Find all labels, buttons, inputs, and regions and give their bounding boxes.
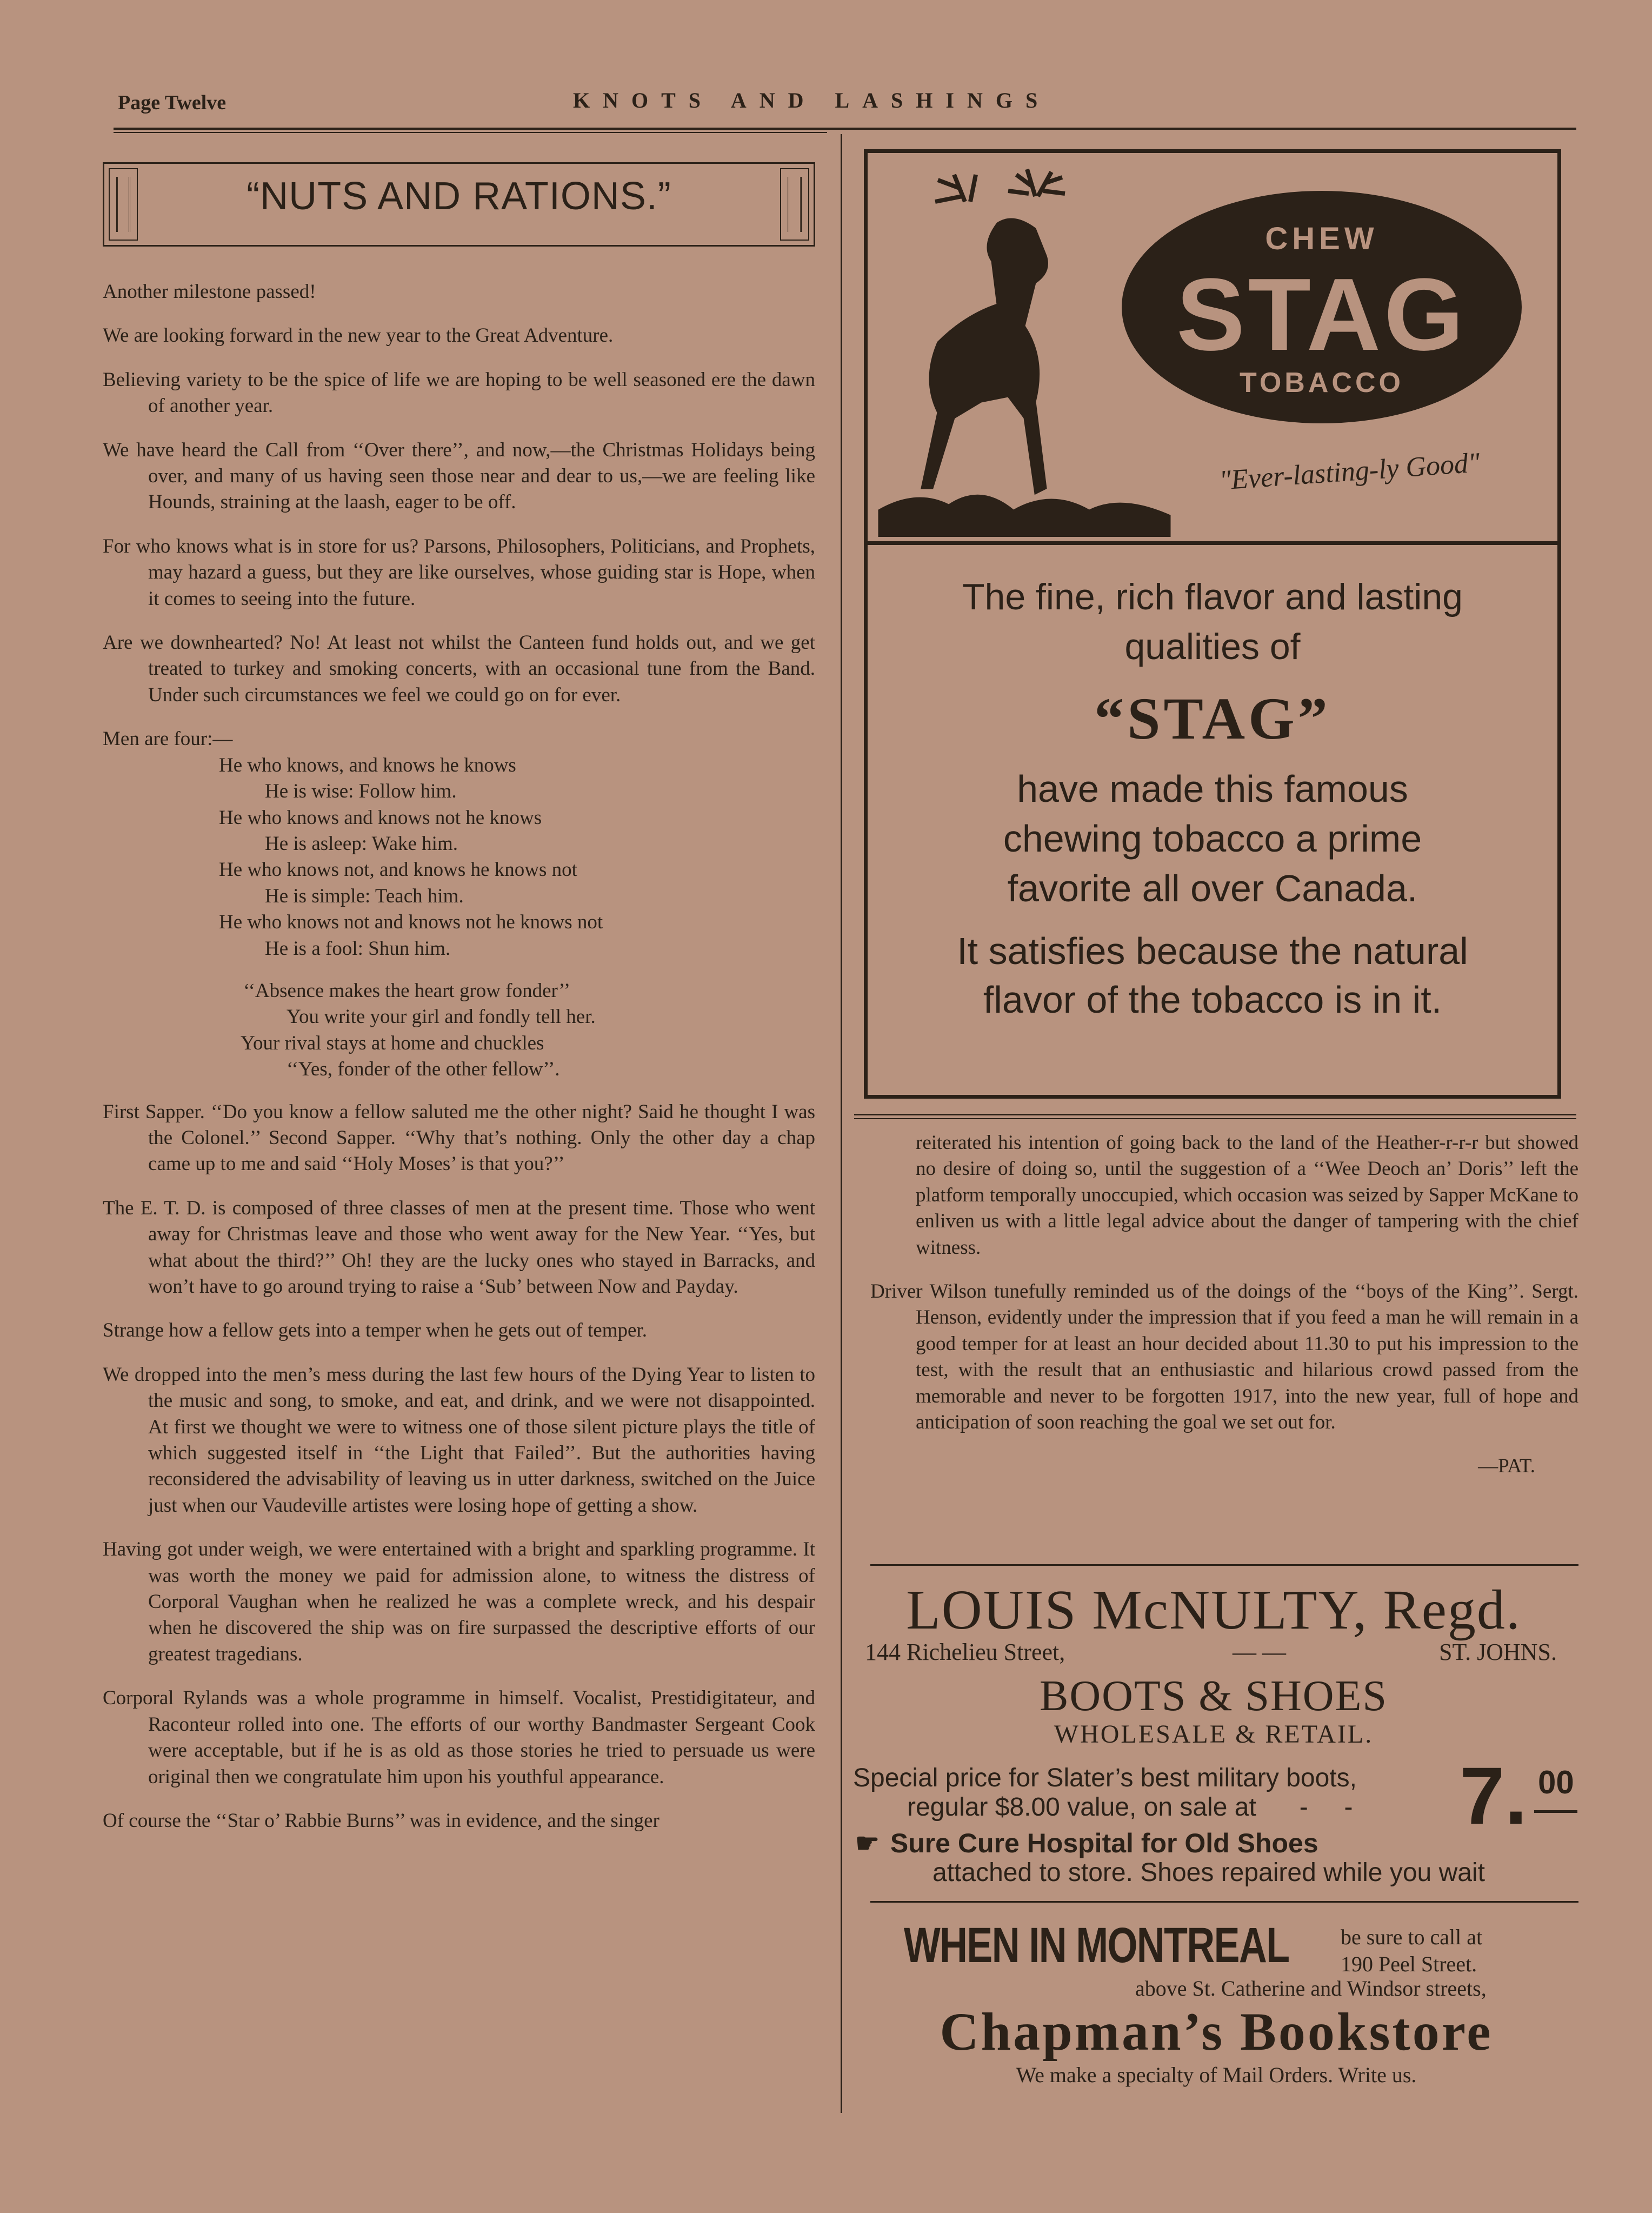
stag-tobacco-ad [864,149,1561,1099]
publication-title: KNOTS AND LASHINGS [573,88,1051,112]
call-line: be sure to call at [1341,1925,1483,1949]
price-line: Special price for Slater’s best military boots, [853,1764,1357,1792]
mcnulty-name: LOUIS McNULTY, Regd. [906,1579,1521,1641]
section-rule [854,1114,1576,1115]
price-text [853,1764,1357,1822]
price-line: regular $8.00 value, on sale at - - [907,1793,1353,1822]
stag-brand-oval [1122,191,1522,423]
header-rule-secondary [114,132,827,133]
paragraph: Believing variety to be the spice of life we are hoping to be well seasoned ere the dawn of another year. [103,368,815,417]
header-rule [114,128,1576,130]
paragraph: Strange how a fellow gets into a temper when he gets out of temper. [103,1319,647,1342]
tobacco-label: TOBACCO [1240,367,1404,398]
mcnulty-address: 144 Richelieu Street, [865,1639,1065,1665]
chapman-location: above St. Catherine and Windsor streets, [1135,1976,1487,2001]
stag-brand-label: STAG [1176,257,1467,372]
boots-shoes-heading: BOOTS & SHOES [1040,1672,1388,1720]
verse-line: You write your girl and fondly tell her. [287,1006,596,1028]
verse-line: He who knows, and knows he knows [219,754,516,776]
paragraph: Are we downhearted? No! At least not whilst the Canteen fund holds out, and we get treated to turkey and smoking concerts, with an occasional tune from the Band. Under such circumstances we feel we could go on for ever. [103,632,815,706]
verse-line: ‘‘Absence makes the heart grow fonder’’ [243,979,571,1002]
section-rule-secondary [854,1118,1576,1119]
verse-line: He is asleep: Wake him. [265,832,458,855]
article-banner [103,162,815,247]
ad-line: favorite all over Canada. [1007,867,1418,909]
page-label: Page Twelve [118,91,227,114]
article-signature: —PAT. [1478,1455,1535,1478]
verse-line: He is wise: Follow him. [265,780,457,803]
wholesale-retail: WHOLESALE & RETAIL. [1054,1720,1374,1749]
chapman-call [1341,1924,1482,1978]
ad-line: flavor of the tobacco is in it. [983,979,1442,1021]
chapman-name: Chapman’s Bookstore [940,2002,1493,2062]
spacer [103,1083,815,1099]
paragraph: We are looking forward in the new year to the Great Adventure. [103,324,614,347]
pointing-hand-icon: ☛ [855,1828,880,1858]
price-dollars: 7. [1460,1750,1528,1841]
article-column-left [103,162,815,1852]
ornament-right-icon [780,168,809,241]
spacer [103,962,815,978]
paragraph: Of course the ‘‘Star o’ Rabbie Burns’’ was in evidence, and the singer [103,1809,660,1832]
mcnulty-city: ST. JOHNS. [1438,1639,1557,1665]
paragraph: reiterated his intention of going back to the land of the Heather-r-r-r but showed no desire of doing so, until the suggestion of a ‘‘Wee Deoch an’ Doris’’ left the platform temporally unoccupied, which occasion was seized by Sapper McKane to enliven us with a little legal advice about the danger of tampering with the chief witness. [916,1132,1578,1259]
paragraph: For who knows what is in store for us? Parsons, Philosophers, Politicians, and Prophets, may hazard a guess, but they are like ourselves, whose guiding star is Hope, when it comes to seeing into the future. [103,535,815,610]
stag-slogan: "Ever-lasting-ly Good" [1218,447,1481,496]
verse-intro: Men are four:— [103,728,233,750]
price-cents: 00 [1538,1764,1574,1800]
when-in-montreal: WHEN IN MONTREAL [904,1918,1289,1973]
paragraph: Corporal Rylands was a whole programme in himself. Vocalist, Prestidigitateur, and Raconteur rolled into one. The efforts of our worthy Bandmaster Sergeant Cook were acceptable, but if he is as old as those stories he tried to persuade us were original then we congratulate him upon his youthful appearance. [103,1687,815,1788]
ad-line: qualities of [1124,626,1301,667]
mcnulty-address-line [865,1638,1578,1666]
verse-line: He who knows not and knows not he knows not [219,911,603,934]
paragraph: First Sapper. ‘‘Do you know a fellow saluted me the other night? Said he thought I was the Colonel.’’ Second Sapper. ‘‘Why that’s nothing. Only the other day a chap came up to me and said ‘‘Holy Moses’ is that you?’’ [103,1100,815,1175]
verse-line: He who knows and knows not he knows [219,806,542,829]
paragraph: Having got under weigh, we were entertained with a bright and sparkling programme. It was worth the money we paid for admission alone, to witness the distress of Corporal Vaughan when he realized he was a complete wreck, and his despair when he discovered the ship was on fire surpassed the descriptive efforts of our greatest tragedians. [103,1538,815,1665]
hospital-line [855,1827,1318,1859]
attached-line: attached to store. Shoes repaired while you wait [932,1858,1485,1887]
paragraph: Another milestone passed! [103,281,316,303]
paragraph: The E. T. D. is composed of three classes of men at the present time. Those who went away for Christmas leave and those who went away for the New Year. ‘‘Yes, but what about the third?’’ Oh! they are the lucky ones who stayed in Barracks, and won’t have to go around trying to raise a ‘Sub’ between Now and Payday. [103,1197,815,1298]
article-column-right [870,1130,1578,1480]
chapman-tagline: We make a specialty of Mail Orders. Write us. [1016,2063,1417,2087]
price-underline [1534,1810,1577,1813]
section-rule [870,1901,1578,1903]
mcnulty-dashes: — — [1233,1639,1286,1665]
paragraph: Driver Wilson tunefully reminded us of the doings of the ‘‘boys of the King’’. Sergt. Henson, evidently under the impression that if you feed a man he will remain in a good temper for at least an hour decided about 11.30 to put his impression to the test, with the result that an enthusiastic and hilarious crowd passed from the memorable and never to be forgotten 1917, into the new year, full of hope and anticipation of soon reaching the goal we set out for. [870,1280,1578,1434]
paragraph: We have heard the Call from ‘‘Over there’’, and now,—the Christmas Holidays being over, and many of us having seen those near and dear to us,—we are feeling like Hounds, straining at the laash, eager to be off. [103,438,815,514]
section-rule [870,1564,1578,1566]
ad-line: chewing tobacco a prime [1003,818,1422,860]
ad-line: It satisfies because the natural [957,930,1468,972]
verse-line: He is a fool: Shun him. [265,937,451,960]
article-title: “NUTS AND RATIONS.” [247,175,671,218]
ad-line: The fine, rich flavor and lasting [962,576,1463,617]
verse-line: ‘‘Yes, fonder of the other fellow’’. [287,1058,560,1081]
column-divider [841,134,842,2113]
ad-line: have made this famous [1017,768,1408,810]
verse-line: He is simple: Teach him. [265,885,464,907]
verse-line: Your rival stays at home and chuckles [241,1032,544,1054]
call-line: 190 Peel Street. [1341,1952,1477,1976]
paragraph: We dropped into the men’s mess during the last few hours of the Dying Year to listen to the music and song, to smoke, and eat, and drink, and we were not disappointed. At first we thought we were to witness one of those silent picture plays the title of which suggested itself in ‘‘the Light that Failed’’. But the authorities having reconsidered the advisability of leaving us in utter darkness, switched on the Juice just when our Vaudeville artistes were losing hope of getting a show. [103,1363,815,1517]
hospital-text: Sure Cure Hospital for Old Shoes [890,1828,1318,1858]
verse-line: He who knows not, and knows he knows not [219,859,577,881]
stag-ad-illustration-panel [868,153,1557,545]
ad-brand-quote: “STAG” [1094,686,1331,752]
stag-ad-copy [868,545,1557,1025]
chew-label: CHEW [1265,221,1378,256]
